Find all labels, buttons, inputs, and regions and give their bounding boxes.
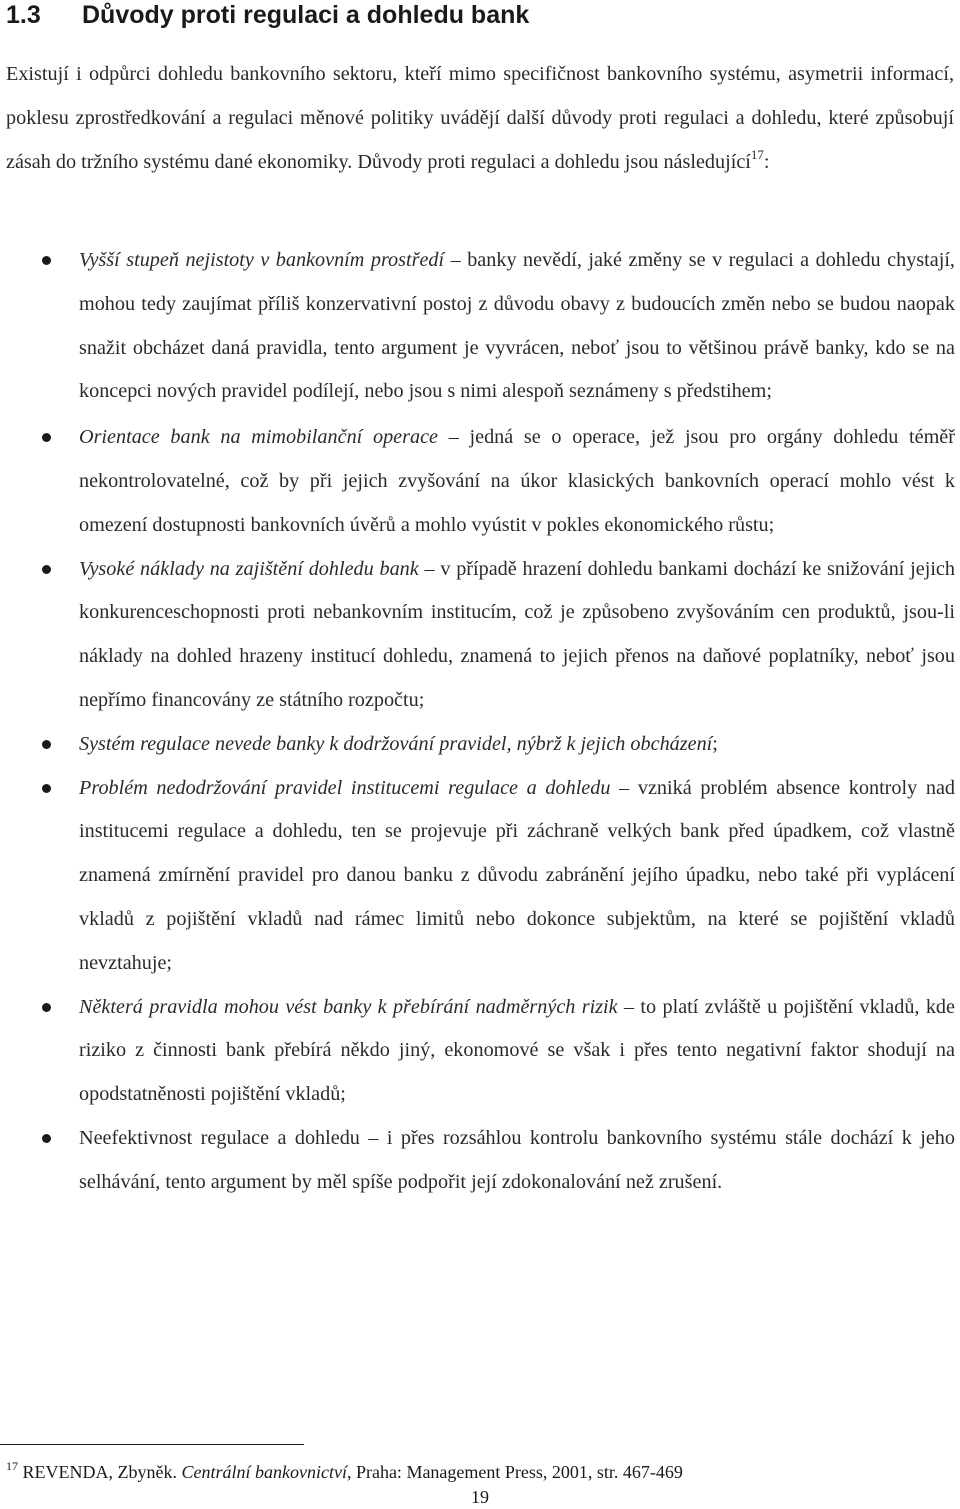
intro-paragraph: [6, 52, 954, 184]
item-text: – jedná se o operace, jež jsou pro orgány dohledu téměř nekontrolovatelné, což by při jejich zvyšování na úkor klasických bankovních operací mohlo vést k omezení dostupnosti bankovních úvěrů a mohlo vyústit v pokles ekonomického růstu;: [79, 426, 955, 536]
item-text: Neefektivnost regulace a dohledu – i přes rozsáhlou kontrolu bankovního systému stále dochází k jeho selhávání, tento argument by měl spíše podpořit její zdokonalování než zrušení.: [79, 1126, 955, 1193]
section-number: 1.3: [6, 1, 41, 29]
section-title: Důvody proti regulaci a dohledu bank: [82, 1, 530, 29]
item-lead: Některá pravidla mohou vést banky k přebírání nadměrných rizik: [79, 995, 618, 1018]
footnote-number: 17: [6, 1459, 18, 1473]
list-item: [0, 548, 955, 723]
item-lead: Problém nedodržování pravidel institucemi regulace a dohledu: [79, 776, 611, 799]
footnote: [6, 1461, 683, 1483]
item-text: – banky nevědí, jaké změny se v regulaci a dohledu chystají, mohou tedy zaujímat příliš konzervativní postoj z důvodu obavy z budoucích změn nebo se budou naopak snažit obcházet daná pravidla, tento argument je vyvrácen, neboť jsou to většinou právě banky, kdo se na koncepci nových pravidel podílejí, nebo jsou s nimi alespoň seznámeny s předstihem;: [79, 249, 955, 403]
bullet-icon: [42, 1003, 51, 1012]
bullet-icon: [42, 565, 51, 574]
footnote-author: REVENDA, Zbyněk.: [18, 1462, 182, 1482]
item-text: – v případě hrazení dohledu bankami dochází ke snižování jejich konkurenceschopnosti proti nebankovním institucím, což je způsobeno zvyšováním cen produktů, jsou-li náklady na dohled hrazeny institucí dohledu, znamená to jejich přenos na daňové poplatníky, neboť jsou nepřímo financovány ze státního rozpočtu;: [79, 557, 955, 711]
footnote-book-title: Centrální bankovnictví: [181, 1462, 347, 1482]
list-item: [0, 1117, 955, 1205]
page-number: 19: [471, 1487, 489, 1507]
item-text: – to platí zvláště u pojištění vkladů, kde riziko z činnosti bank přebírá někdo jiný, ekonomové se však i přes tento negativní faktor shodují na opodstatněnosti pojištění vkladů;: [79, 995, 955, 1106]
bullet-icon: [42, 740, 51, 749]
list-item: [0, 723, 955, 767]
list-item: [0, 416, 955, 547]
intro-text: Existují i odpůrci dohledu bankovního sektoru, kteří mimo specifičnost bankovního systému, asymetrii informací, poklesu zprostředkování a regulaci měnové politiky uvádějí další důvody proti regulaci a dohledu, které způsobují zásah do tržního systému dané ekonomiky. Důvody proti regulaci a dohledu jsou následující: [6, 63, 954, 173]
list-item: [0, 239, 955, 414]
bullet-icon: [42, 256, 51, 265]
footnote-reference[interactable]: 17: [750, 147, 764, 162]
footnote-publication: , Praha: Management Press, 2001, str. 467-469: [346, 1462, 683, 1482]
bullet-icon: [42, 433, 51, 442]
item-text: – vzniká problém absence kontroly nad institucemi regulace a dohledu, ten se projevuje při záchraně velkých bank před úpadkem, což vlastně znamená zmírnění pravidel pro danou banku z důvodu zabránění jejího úpadku, nebo také při vyplácení vkladů z pojištění vkladů nad rámec limitů nebo dokonce subjektům, na které se pojištění vkladů nevztahuje;: [79, 776, 956, 974]
item-lead: Systém regulace nevede banky k dodržování pravidel, nýbrž k jejich obcházení: [79, 732, 713, 755]
item-lead: Orientace bank na mimobilanční operace: [79, 426, 438, 449]
list-item: [0, 986, 955, 1117]
section-heading: [6, 0, 529, 30]
footnote-divider: [0, 1444, 304, 1445]
item-lead: Vysoké náklady na zajištění dohledu bank: [79, 557, 419, 580]
item-lead: Vyšší stupeň nejistoty v bankovním prostředí: [79, 249, 445, 271]
reasons-list: [0, 239, 960, 1205]
item-text: ;: [712, 732, 718, 755]
list-item: [0, 767, 955, 986]
bullet-icon: [42, 1134, 51, 1143]
bullet-icon: [42, 784, 51, 793]
intro-suffix: :: [763, 151, 770, 173]
